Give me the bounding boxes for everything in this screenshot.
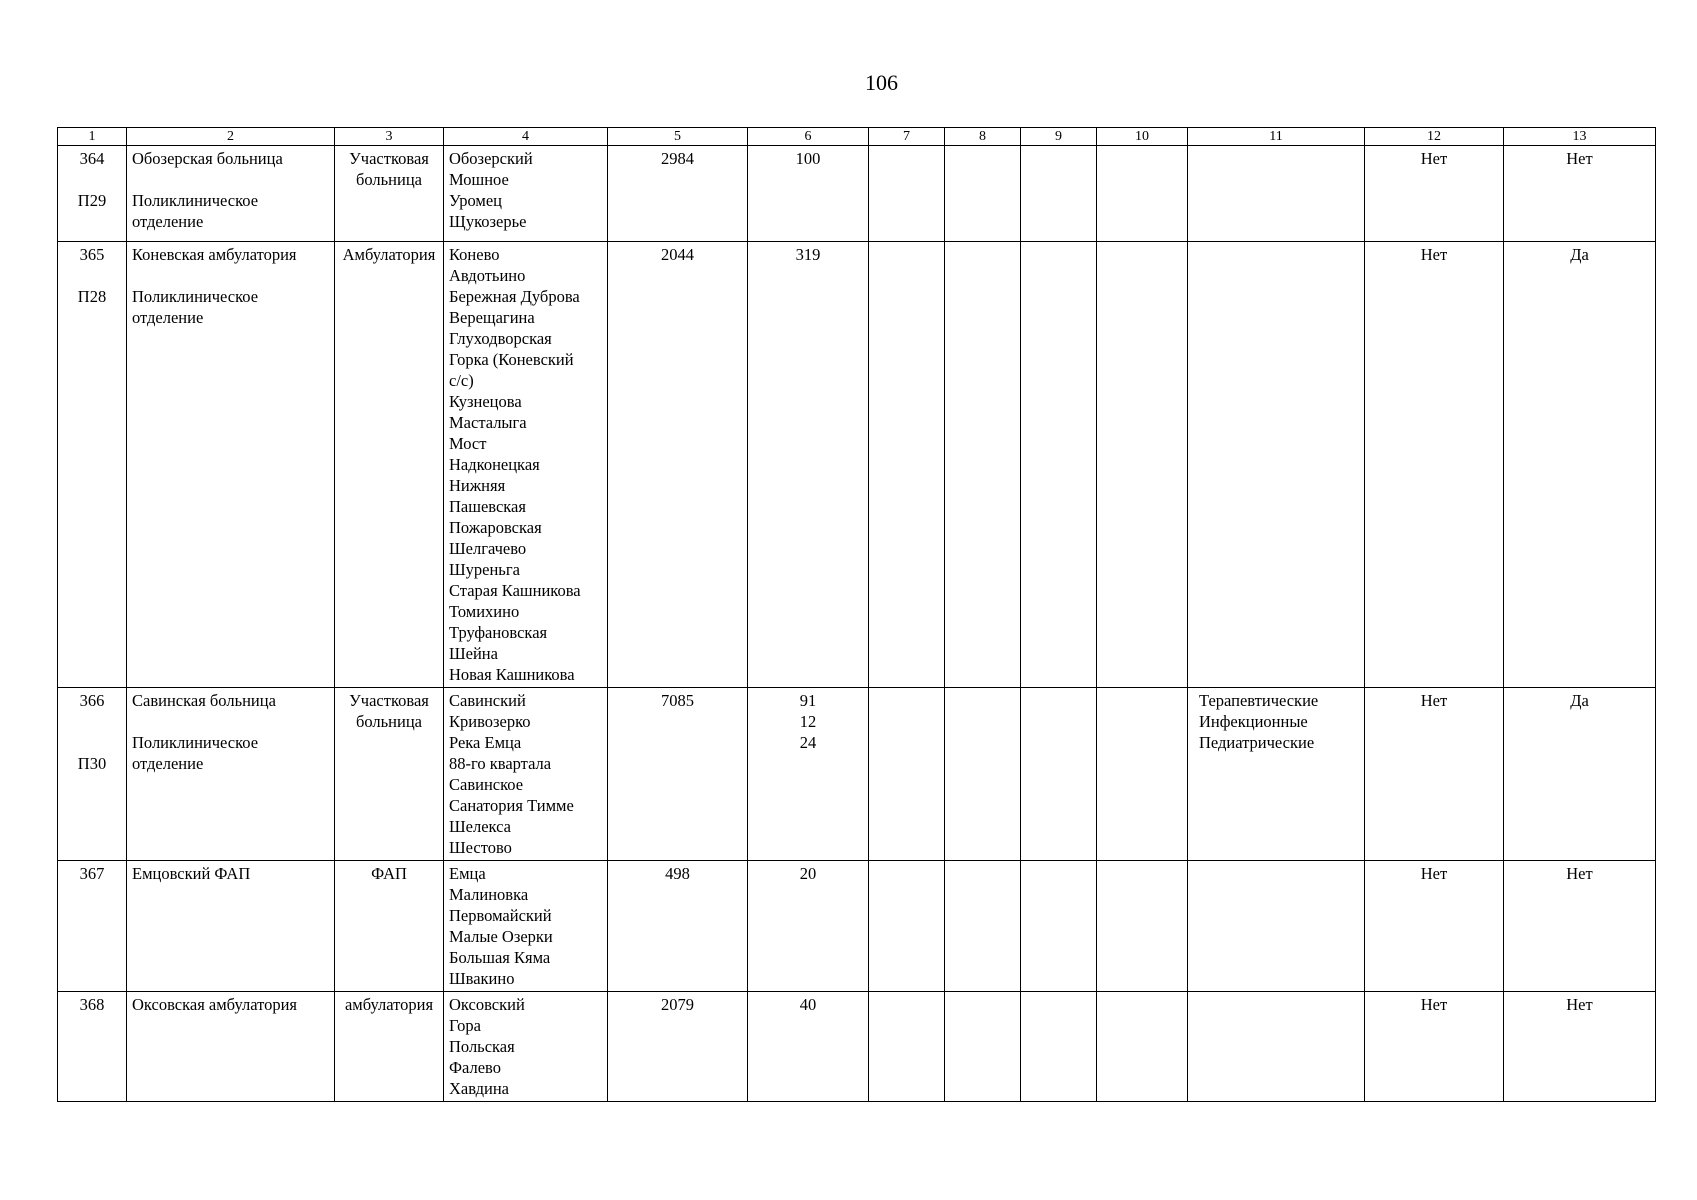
- subdivision-name: отделение: [132, 308, 204, 327]
- empty-cell: [1021, 861, 1097, 992]
- beds-cell: [748, 146, 869, 242]
- settlement: Первомайский: [449, 906, 552, 925]
- facility-type: больница: [356, 712, 422, 731]
- empty-cell: [945, 688, 1021, 861]
- settlement: Верещагина: [449, 308, 535, 327]
- column-header: 4: [444, 128, 608, 146]
- col12-cell: Нет: [1365, 242, 1504, 688]
- settlement: с/с): [449, 371, 474, 390]
- facilities-table: [57, 127, 1656, 1102]
- row-number: 365: [79, 245, 105, 264]
- table-row: [58, 242, 1656, 688]
- facility-type-cell: [335, 242, 444, 688]
- settlement: Старая Кашникова: [449, 581, 581, 600]
- beds-cell: [748, 992, 869, 1102]
- facility-type-cell: [335, 861, 444, 992]
- settlement: Шуреньга: [449, 560, 520, 579]
- settlement: Глуходворская: [449, 329, 552, 348]
- table-row: [58, 861, 1656, 992]
- settlement: Уромец: [449, 191, 503, 210]
- empty-cell: [1021, 688, 1097, 861]
- settlement: Щукозерье: [449, 212, 527, 231]
- empty-cell: [945, 992, 1021, 1102]
- subdivision-name: отделение: [132, 212, 204, 231]
- beds-cell: [748, 688, 869, 861]
- settlements-cell: [444, 861, 608, 992]
- settlement: Надконецкая: [449, 455, 540, 474]
- subdivision-name: Поликлиническое: [132, 287, 259, 306]
- settlements-cell: [444, 146, 608, 242]
- settlement: Томихино: [449, 602, 520, 621]
- subdivision-code: П28: [77, 287, 107, 306]
- table-row: [58, 146, 1656, 242]
- settlement: Шейна: [449, 644, 498, 663]
- empty-cell: [869, 861, 945, 992]
- facility-name: Коневская амбулатория: [132, 245, 297, 264]
- settlement: Горка (Коневский: [449, 350, 574, 369]
- beds-value: 12: [799, 712, 817, 731]
- settlement: Швакино: [449, 969, 515, 988]
- facility-name: Обозерская больница: [132, 149, 283, 168]
- empty-cell: [1097, 861, 1188, 992]
- empty-cell: [945, 861, 1021, 992]
- settlements-cell: [444, 688, 608, 861]
- bed-profile: Терапевтические: [1199, 691, 1319, 710]
- empty-cell: [1097, 242, 1188, 688]
- settlement: Кривозерко: [449, 712, 531, 731]
- settlement: Пашевская: [449, 497, 526, 516]
- settlement: Пожаровская: [449, 518, 542, 537]
- empty-cell: [1097, 992, 1188, 1102]
- row-number-cell: [58, 146, 127, 242]
- table-row: [58, 688, 1656, 861]
- settlement: Гора: [449, 1016, 481, 1035]
- beds-cell: [748, 242, 869, 688]
- column-header: 11: [1188, 128, 1365, 146]
- column-header: 5: [608, 128, 748, 146]
- col13-cell: Да: [1504, 688, 1656, 861]
- profiles-cell: [1188, 861, 1365, 992]
- row-number: 366: [79, 691, 105, 710]
- subdivision-name: Поликлиническое: [132, 733, 259, 752]
- profiles-cell: [1188, 146, 1365, 242]
- empty-cell: [945, 146, 1021, 242]
- facility-type-cell: [335, 688, 444, 861]
- column-header: 7: [869, 128, 945, 146]
- column-header: 1: [58, 128, 127, 146]
- empty-cell: [1097, 146, 1188, 242]
- settlement: Малиновка: [449, 885, 529, 904]
- settlement: Мост: [449, 434, 487, 453]
- column-header: 2: [127, 128, 335, 146]
- settlement: Шелекса: [449, 817, 511, 836]
- empty-cell: [1021, 992, 1097, 1102]
- settlement: Шестово: [449, 838, 512, 857]
- settlement: Бережная Дуброва: [449, 287, 580, 306]
- facility-type: Амбулатория: [342, 245, 436, 264]
- column-header: 3: [335, 128, 444, 146]
- settlement: Савинское: [449, 775, 524, 794]
- settlement: Новая Кашникова: [449, 665, 575, 684]
- column-header: 9: [1021, 128, 1097, 146]
- empty-cell: [1021, 146, 1097, 242]
- col13-cell: Нет: [1504, 146, 1656, 242]
- beds-value: 20: [799, 864, 817, 883]
- row-number-cell: [58, 688, 127, 861]
- facility-name-cell: [127, 861, 335, 992]
- page-number: 106: [865, 70, 898, 95]
- facility-type-cell: [335, 992, 444, 1102]
- row-number-cell: [58, 861, 127, 992]
- population-cell: 498: [608, 861, 748, 992]
- settlement: Польская: [449, 1037, 515, 1056]
- column-number-row: [58, 128, 1656, 146]
- row-number-cell: [58, 992, 127, 1102]
- facility-type: ФАП: [371, 864, 407, 883]
- col13-cell: Нет: [1504, 992, 1656, 1102]
- subdivision-code: П30: [77, 754, 107, 773]
- col12-cell: Нет: [1365, 688, 1504, 861]
- profiles-cell: [1188, 242, 1365, 688]
- column-header: 10: [1097, 128, 1188, 146]
- col12-cell: Нет: [1365, 861, 1504, 992]
- empty-cell: [869, 992, 945, 1102]
- col12-cell: Нет: [1365, 146, 1504, 242]
- facility-type: Участковая: [349, 149, 429, 168]
- settlements-cell: [444, 242, 608, 688]
- population-cell: 2079: [608, 992, 748, 1102]
- settlement: Савинский: [449, 691, 526, 710]
- population-cell: 2984: [608, 146, 748, 242]
- subdivision-name: Поликлиническое: [132, 191, 259, 210]
- bed-profile: Инфекционные: [1199, 712, 1308, 731]
- settlement: Шелгачево: [449, 539, 527, 558]
- row-number: 368: [79, 995, 105, 1014]
- col13-cell: Да: [1504, 242, 1656, 688]
- column-header: 6: [748, 128, 869, 146]
- facility-type: амбулатория: [344, 995, 434, 1014]
- row-number: 367: [79, 864, 105, 883]
- settlement: Фалево: [449, 1058, 501, 1077]
- settlement: Масталыга: [449, 413, 527, 432]
- facility-name: Савинская больница: [132, 691, 276, 710]
- settlement: Кузнецова: [449, 392, 522, 411]
- bed-profile: Педиатрические: [1199, 733, 1315, 752]
- facility-type-cell: [335, 146, 444, 242]
- facility-name: Емцовский ФАП: [132, 864, 251, 883]
- settlement: Конево: [449, 245, 500, 264]
- population-cell: 7085: [608, 688, 748, 861]
- empty-cell: [869, 242, 945, 688]
- settlement: Большая Кяма: [449, 948, 551, 967]
- settlement: Санатория Тимме: [449, 796, 574, 815]
- facility-name-cell: [127, 146, 335, 242]
- profiles-cell: [1188, 992, 1365, 1102]
- row-number-cell: [58, 242, 127, 688]
- settlement: 88-го квартала: [449, 754, 552, 773]
- subdivision-name: отделение: [132, 754, 204, 773]
- facility-name-cell: [127, 688, 335, 861]
- empty-cell: [869, 146, 945, 242]
- beds-value: 40: [799, 995, 817, 1014]
- settlement: Обозерский: [449, 149, 533, 168]
- settlements-cell: [444, 992, 608, 1102]
- beds-value: 100: [795, 149, 821, 168]
- row-number: 364: [79, 149, 105, 168]
- settlement: Хавдина: [449, 1079, 509, 1098]
- settlement: Река Емца: [449, 733, 522, 752]
- settlement: Нижняя: [449, 476, 506, 495]
- subdivision-code: П29: [77, 191, 107, 210]
- profiles-cell: [1188, 688, 1365, 861]
- empty-cell: [869, 688, 945, 861]
- population-cell: 2044: [608, 242, 748, 688]
- settlement: Авдотьино: [449, 266, 526, 285]
- settlement: Малые Озерки: [449, 927, 553, 946]
- facility-name-cell: [127, 242, 335, 688]
- beds-value: 319: [795, 245, 821, 264]
- facility-name: Оксовская амбулатория: [132, 995, 298, 1014]
- beds-cell: [748, 861, 869, 992]
- beds-value: 24: [799, 733, 817, 752]
- facility-name-cell: [127, 992, 335, 1102]
- column-header: 8: [945, 128, 1021, 146]
- settlement: Емца: [449, 864, 486, 883]
- table-row: [58, 992, 1656, 1102]
- settlement: Оксовский: [449, 995, 525, 1014]
- empty-cell: [1097, 688, 1188, 861]
- facility-type: Участковая: [349, 691, 429, 710]
- col13-cell: Нет: [1504, 861, 1656, 992]
- settlement: Труфановская: [449, 623, 548, 642]
- facility-type: больница: [356, 170, 422, 189]
- col12-cell: Нет: [1365, 992, 1504, 1102]
- column-header: 13: [1504, 128, 1656, 146]
- column-header: 12: [1365, 128, 1504, 146]
- empty-cell: [945, 242, 1021, 688]
- empty-cell: [1021, 242, 1097, 688]
- settlement: Мошное: [449, 170, 509, 189]
- beds-value: 91: [799, 691, 817, 710]
